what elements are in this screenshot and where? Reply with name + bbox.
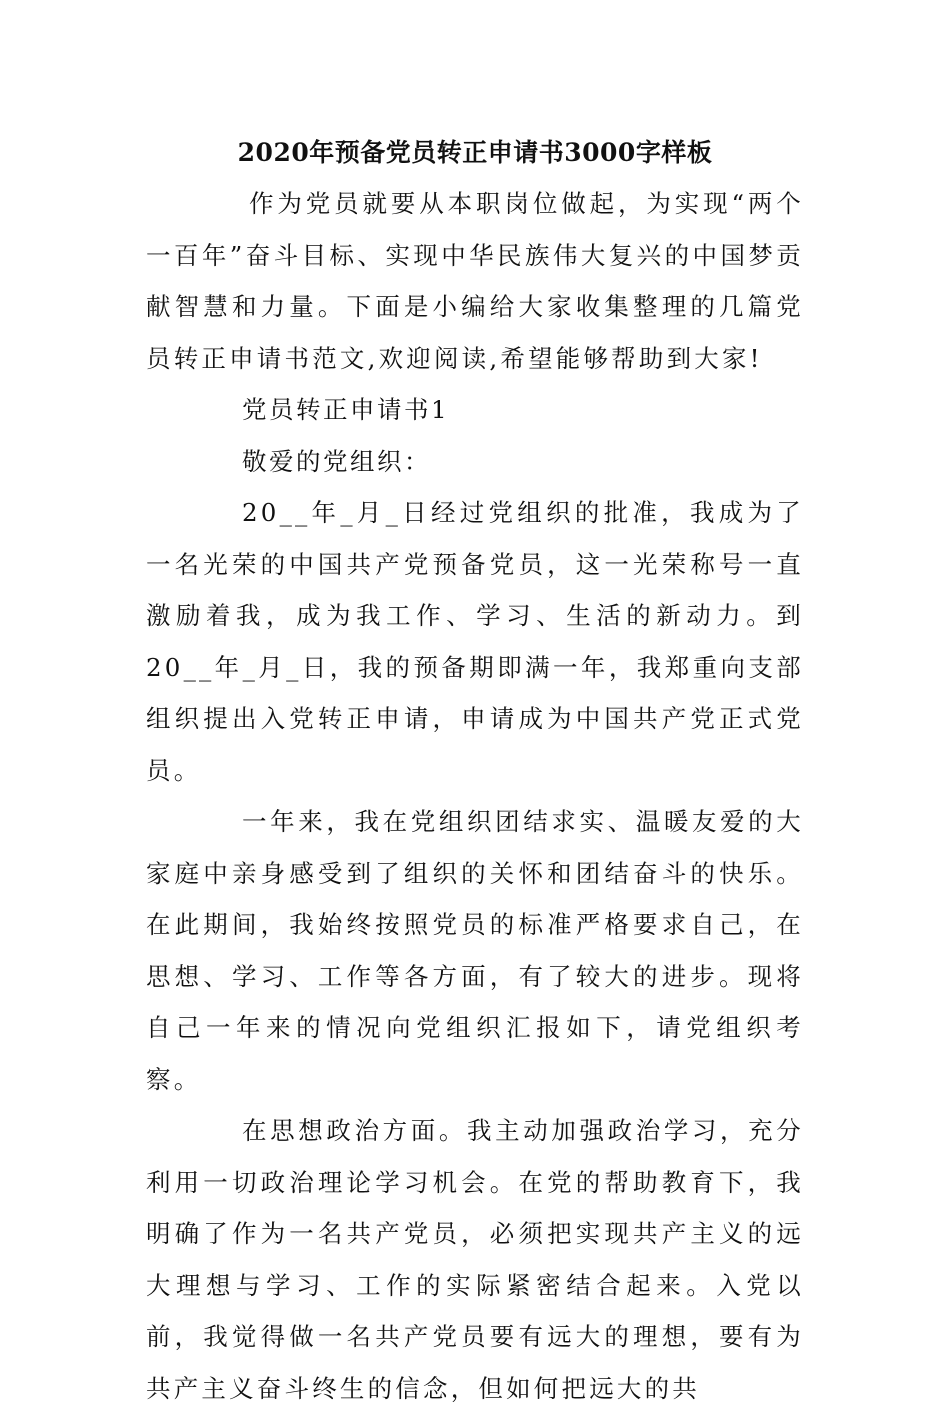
body-paragraph: 在思想政治方面。我主动加强政治学习，充分利用一切政治理论学习机会。在党的帮助教育下，我明确了作为一名共产党员，必须把实现共产主义的远大理想与学习、工作的实际紧密结合起来。入党以前，我觉得做一名共产党员要有远大的理想，要有为共产主义奋斗终生的信念，但如何把远大的共: [146, 1116, 804, 1403]
document-body: [146, 178, 804, 1414]
body-paragraph: 20__年_月_日经过党组织的批准，我成为了一名光荣的中国共产党预备党员，这一光荣称号一直激励着我，成为我工作、学习、生活的新动力。到20__年_月_日，我的预备期即满一年，我郑重向支部组织提出入党转正申请，申请成为中国共产党正式党员。: [146, 498, 804, 785]
body-paragraph: 一年来，我在党组织团结求实、温暖友爱的大家庭中亲身感受到了组织的关怀和团结奋斗的快乐。在此期间，我始终按照党员的标准严格要求自己，在思想、学习、工作等各方面，有了较大的进步。现将自己一年来的情况向党组织汇报如下，请党组织考察。: [146, 807, 804, 1094]
section-heading: 党员转正申请书1: [242, 395, 450, 424]
salutation: 敬爱的党组织：: [242, 446, 431, 476]
intro-paragraph: 作为党员就要从本职岗位做起，为实现“两个一百年”奋斗目标、实现中华民族伟大复兴的中国梦贡献智慧和力量。下面是小编给大家收集整理的几篇党员转正申请书范文,欢迎阅读,希望能够帮助到大家!: [146, 189, 804, 373]
document-title: 2020年预备党员转正申请书3000字样板: [237, 138, 713, 167]
